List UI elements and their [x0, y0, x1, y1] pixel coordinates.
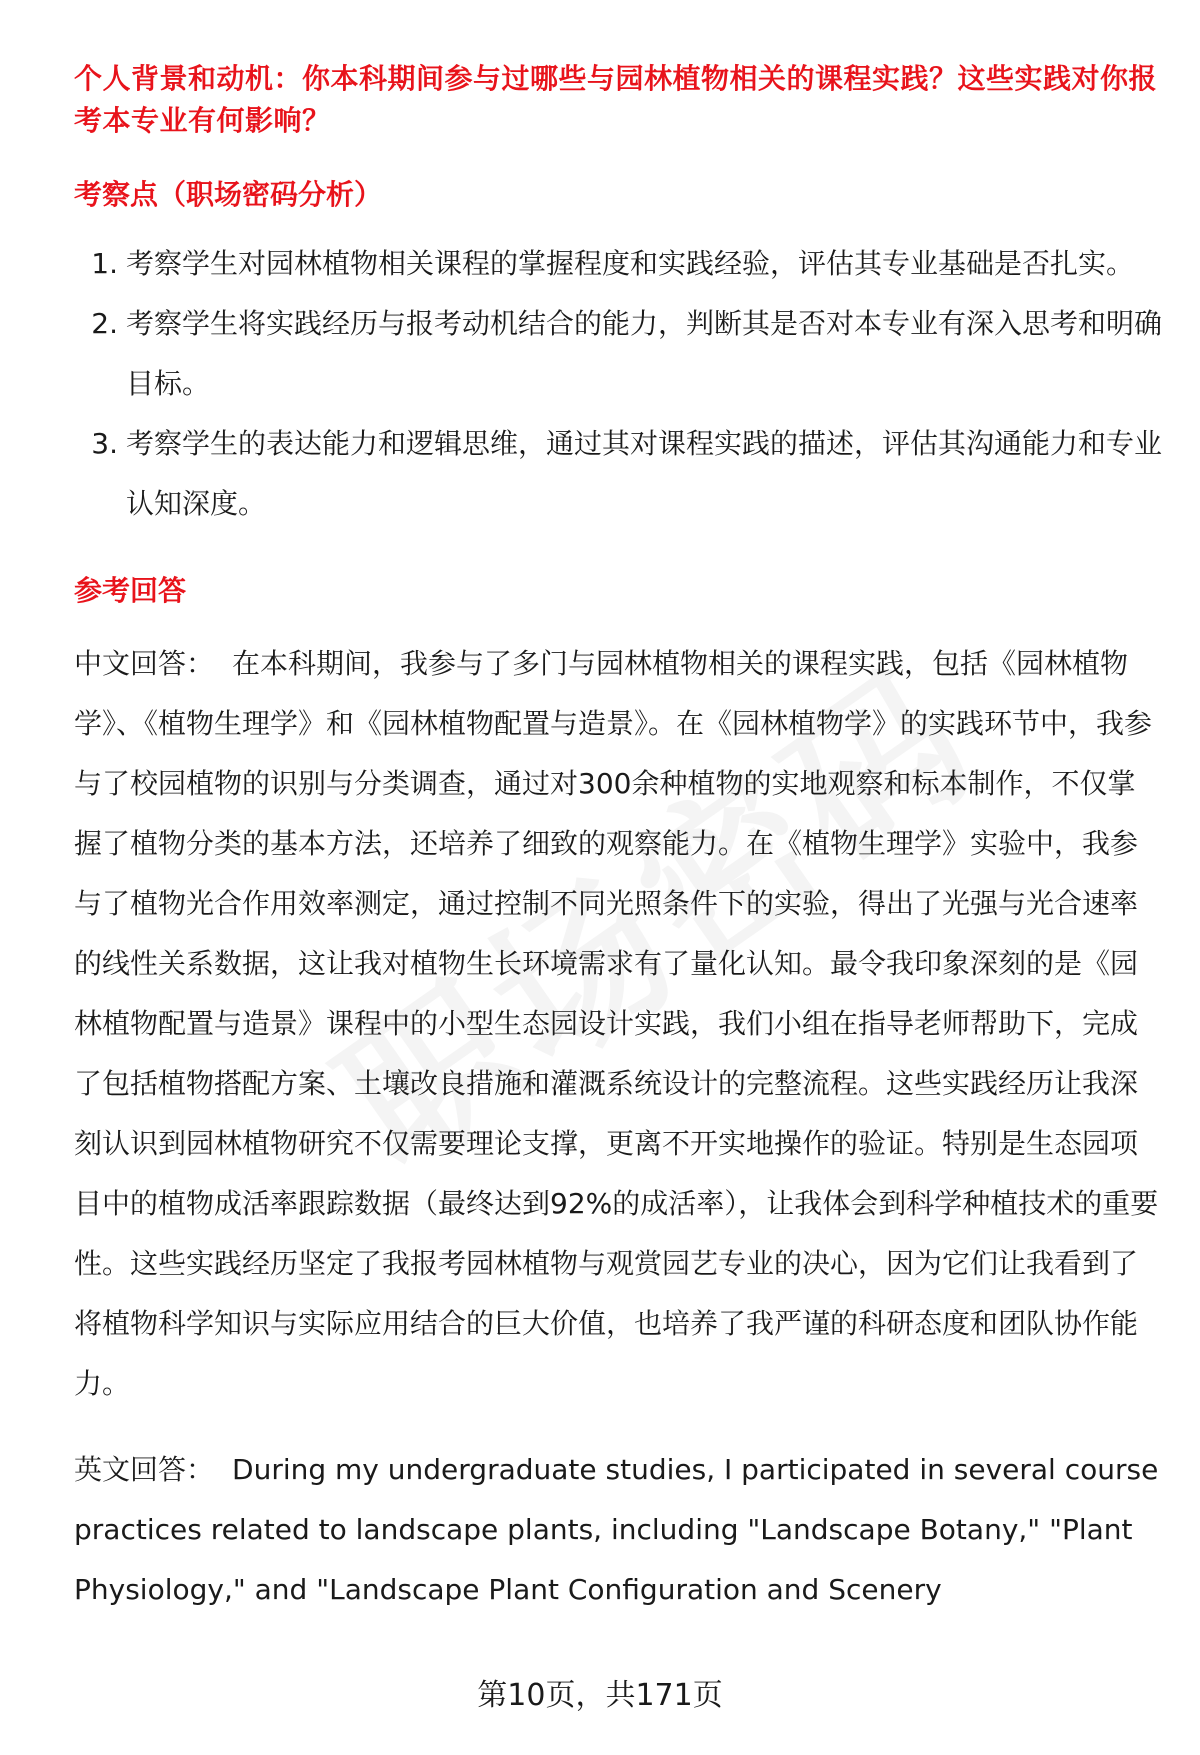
list-item-text: 考察学生将实践经历与报考动机结合的能力，判断其是否对本专业有深入思考和明确目标。: [126, 307, 1163, 400]
list-item: [74, 234, 1162, 294]
list-item-text: 考察学生的表达能力和逻辑思维，通过其对课程实践的描述，评估其沟通能力和专业认知深度。: [126, 427, 1163, 520]
chinese-answer-text: 在本科期间，我参与了多门与园林植物相关的课程实践，包括《园林植物学》、《植物生理学》和《园林植物配置与造景》。在《园林植物学》的实践环节中，我参与了校园植物的识别与分类调查，通过对300余种植物的实地观察和标本制作，不仅掌握了植物分类的基本方法，还培养了细致的观察能力。在《植物生理学》实验中，我参与了植物光合作用效率测定，通过控制不同光照条件下的实验，得出了光强与光合速率的线性关系数据，这让我对植物生长环境需求有了量化认知。最令我印象深刻的是《园林植物配置与造景》课程中的小型生态园设计实践，我们小组在指导老师帮助下，完成了包括植物搭配方案、土壤改良措施和灌溉系统设计的完整流程。这些实践经历让我深刻认识到园林植物研究不仅需要理论支撑，更离不开实地操作的验证。特别是生态园项目中的植物成活率跟踪数据（最终达到92%的成活率），让我体会到科学种植技术的重要性。这些实践经历坚定了我报考园林植物与观赏园艺专业的决心，因为它们让我看到了将植物科学知识与实际应用结合的巨大价值，也培养了我严谨的科研态度和团队协作能力。: [74, 647, 1159, 1400]
chinese-answer-label: 中文回答：: [74, 647, 215, 680]
page-number-footer: 第10页，共171页: [477, 1678, 723, 1713]
english-answer-paragraph: [74, 1440, 1162, 1620]
list-item: [74, 414, 1162, 534]
list-item-number: 2.: [91, 307, 118, 340]
exam-points-list: [74, 234, 1162, 534]
question-heading: 个人背景和动机：你本科期间参与过哪些与园林植物相关的课程实践？这些实践对你报考本专业有何影响？: [74, 62, 1158, 137]
list-item: [74, 294, 1162, 414]
english-answer-label: 英文回答：: [74, 1453, 215, 1486]
english-answer-text: During my undergraduate studies, I participated in several course practices related to landscape plants, including "Landscape Botany," "Plant Physiology," and "Landscape Plant Configuration and Scenery: [74, 1453, 1159, 1606]
reference-answer-heading: 参考回答: [74, 574, 187, 607]
exam-points-heading: 考察点（职场密码分析）: [74, 178, 383, 211]
document-page: [74, 58, 1162, 1620]
list-item-number: 3.: [91, 427, 118, 460]
list-item-number: 1.: [91, 247, 118, 280]
list-item-text: 考察学生对园林植物相关课程的掌握程度和实践经验，评估其专业基础是否扎实。: [126, 247, 1135, 280]
chinese-answer-paragraph: [74, 634, 1162, 1414]
